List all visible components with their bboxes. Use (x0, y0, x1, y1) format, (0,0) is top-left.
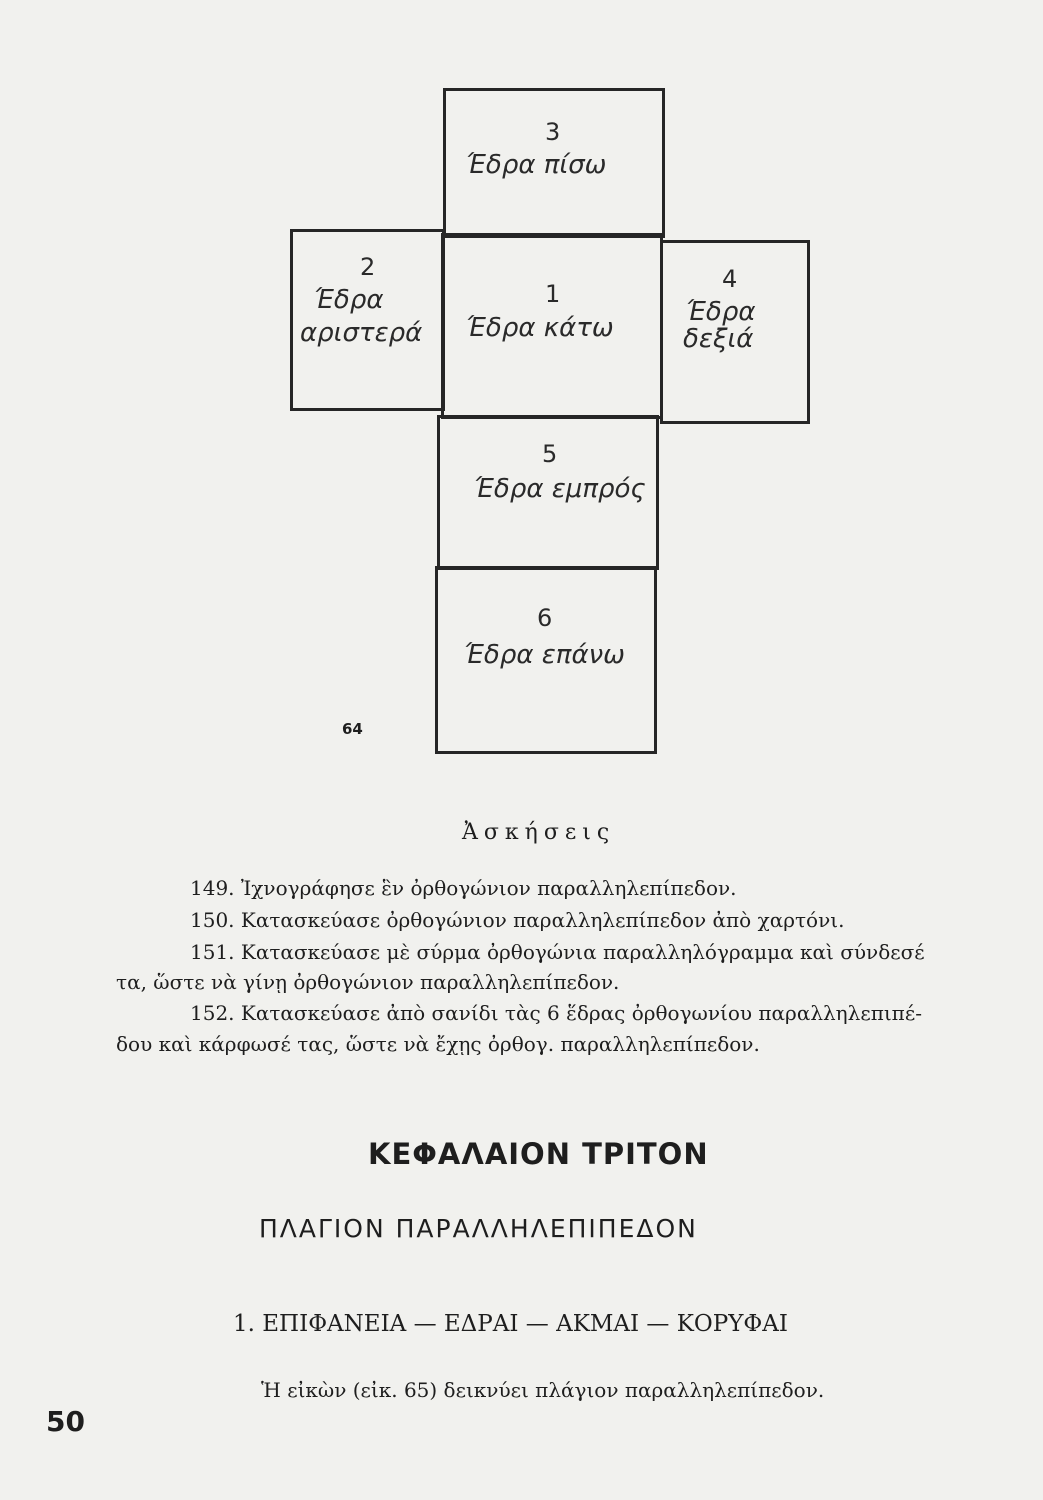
exercise-152-continued: δου καὶ κάρφωσέ τας, ὥστε νὰ ἔχῃς ὀρθογ. παραλληλεπίπεδον. (116, 1032, 760, 1056)
exercise-text: Κατασκεύασε μὲ σύρμα ὀρθογώνια παραλληλόγραμμα καὶ σύνδεσέ (240, 940, 925, 964)
face-5-label: Έδρα εμπρός (474, 474, 646, 504)
face-3-label: Έδρα πίσω (466, 150, 607, 180)
exercise-151 (190, 940, 925, 964)
face-2-label-line1: Έδρα (314, 285, 384, 315)
exercise-text: Ἰχνογράφησε ἓν ὀρθογώνιον παραλληλεπίπεδον. (240, 876, 737, 900)
section-heading: 1. ΕΠΙΦΑΝΕΙΑ — ΕΔΡΑΙ — ΑΚΜΑΙ — ΚΟΡΥΦΑΙ (233, 1311, 788, 1337)
face-6-number: 6 (537, 604, 553, 632)
figure-number: 64 (342, 720, 363, 738)
exercise-number: 150. (190, 908, 235, 932)
exercise-text: Κατασκεύασε ἀπὸ σανίδι τὰς 6 ἕδρας ὀρθογωνίου παραλληλεπιπέ- (240, 1001, 922, 1025)
face-1-label: Έδρα κάτω (466, 313, 614, 343)
exercise-152 (190, 1001, 922, 1025)
exercise-number: 152. (190, 1001, 235, 1025)
page-number: 50 (46, 1405, 85, 1438)
exercise-149 (190, 876, 737, 900)
chapter-subtitle: ΠΛΑΓΙΟΝ ΠΑΡΑΛΛΗΛΕΠΙΠΕΔΟΝ (259, 1214, 698, 1243)
exercise-number: 149. (190, 876, 235, 900)
chapter-title: ΚΕΦΑΛΑΙΟΝ ΤΡΙΤΟΝ (368, 1137, 709, 1171)
face-2-label-line2: αριστερά (300, 318, 423, 348)
exercises-heading: Ἀσκήσεις (462, 820, 616, 845)
exercise-text: Κατασκεύασε ὀρθογώνιον παραλληλεπίπεδον ἀπὸ χαρτόνι. (240, 908, 845, 932)
face-4-number: 4 (722, 265, 738, 293)
exercise-150 (190, 908, 844, 932)
face-3-number: 3 (545, 118, 561, 146)
exercise-number: 151. (190, 940, 235, 964)
intro-paragraph: Ἡ εἰκὼν (εἰκ. 65) δεικνύει πλάγιον παραλληλεπίπεδον. (261, 1378, 825, 1402)
face-6-label: Έδρα επάνω (464, 640, 625, 670)
face-4-label-line2: δεξιά (683, 324, 754, 354)
face-4-label-line1: Έδρα (686, 297, 756, 327)
face-1-number: 1 (545, 280, 561, 308)
face-2-number: 2 (360, 253, 376, 281)
exercise-151-continued: τα, ὥστε νὰ γίνῃ ὀρθογώνιον παραλληλεπίπεδον. (116, 970, 620, 994)
face-5-number: 5 (542, 440, 558, 468)
